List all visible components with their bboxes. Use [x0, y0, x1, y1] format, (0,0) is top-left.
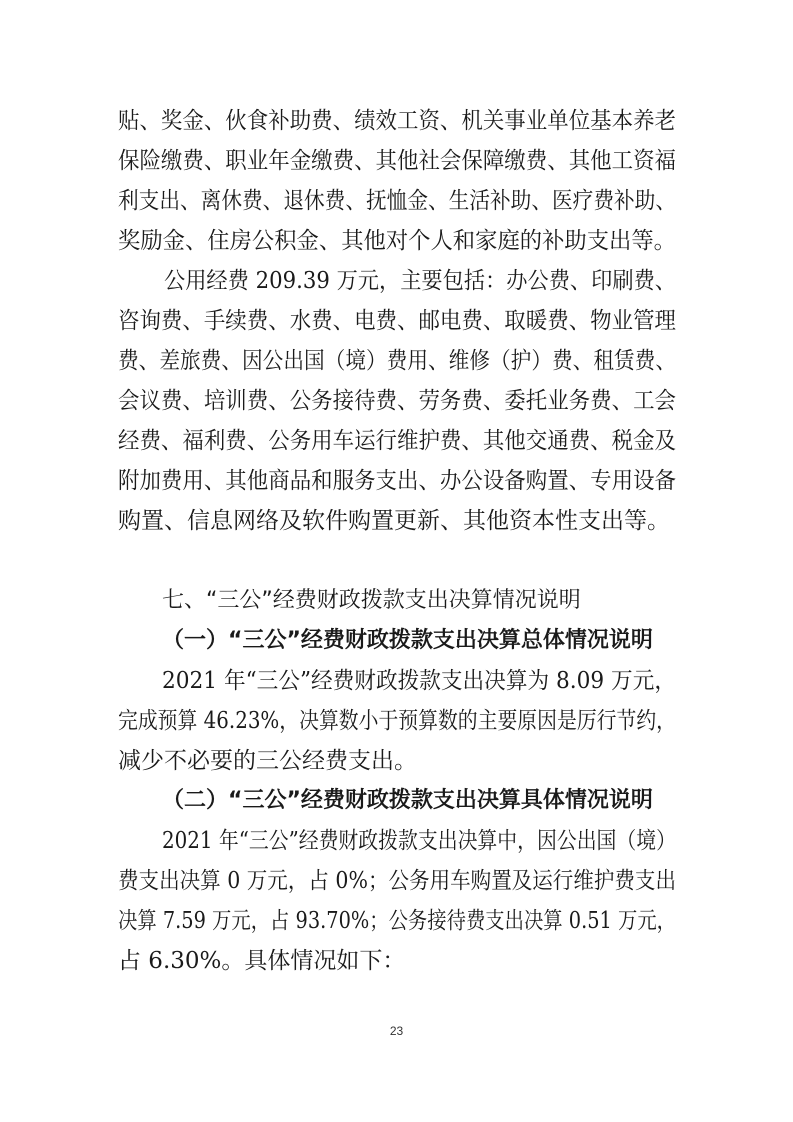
subsection2-line-2: 费支出决算 0 万元，占 0%；公务用车购置及运行维护费支出 [118, 868, 676, 894]
paragraph2-line-6: 附加费用、其他商品和服务支出、办公设备购置、专用设备 [118, 468, 676, 494]
subsection1-line-3: 减少不必要的三公经费支出。 [118, 748, 417, 774]
subsection2-line-3: 决算 7.59 万元，占 93.70%；公务接待费支出决算 0.51 万元， [118, 908, 676, 934]
paragraph2-line-5: 经费、福利费、公务用车运行维护费、其他交通费、税金及 [118, 428, 676, 454]
subsection2-heading: （二）“三公”经费财政拨款支出决算具体情况说明 [162, 788, 653, 813]
paragraph2-line-1: 公用经费 209.39 万元，主要包括：办公费、印刷费、 [164, 268, 676, 294]
paragraph2-line-4: 会议费、培训费、公务接待费、劳务费、委托业务费、工会 [118, 388, 676, 414]
subsection2-line-4: 占 6.30%。具体情况如下： [118, 948, 406, 974]
subsection1-heading: （一）“三公”经费财政拨款支出决算总体情况说明 [162, 628, 653, 653]
paragraph1-line-1: 贴、奖金、伙食补助费、绩效工资、机关事业单位基本养老 [118, 108, 676, 134]
subsection2-line-1: 2021 年“三公”经费财政拨款支出决算中，因公出国（境） [162, 828, 676, 854]
paragraph2-line-2: 咨询费、手续费、水费、电费、邮电费、取暖费、物业管理 [118, 308, 676, 334]
subsection1-line-2: 完成预算 46.23%，决算数小于预算数的主要原因是厉行节约， [118, 708, 676, 734]
page-number: 23 [389, 1024, 404, 1038]
paragraph1-line-2: 保险缴费、职业年金缴费、其他社会保障缴费、其他工资福 [118, 148, 676, 174]
paragraph1-line-4: 奖励金、住房公积金、其他对个人和家庭的补助支出等。 [118, 228, 676, 254]
paragraph1-line-3: 利支出、离休费、退休费、抚恤金、生活补助、医疗费补助、 [118, 188, 676, 214]
paragraph2-line-7: 购置、信息网络及软件购置更新、其他资本性支出等。 [118, 508, 670, 534]
subsection1-line-1: 2021 年“三公”经费财政拨款支出决算为 8.09 万元， [162, 668, 676, 694]
paragraph2-line-3: 费、差旅费、因公出国（境）费用、维修（护）费、租赁费、 [118, 348, 676, 374]
section7-heading: 七、“三公”经费财政拨款支出决算情况说明 [162, 588, 581, 613]
